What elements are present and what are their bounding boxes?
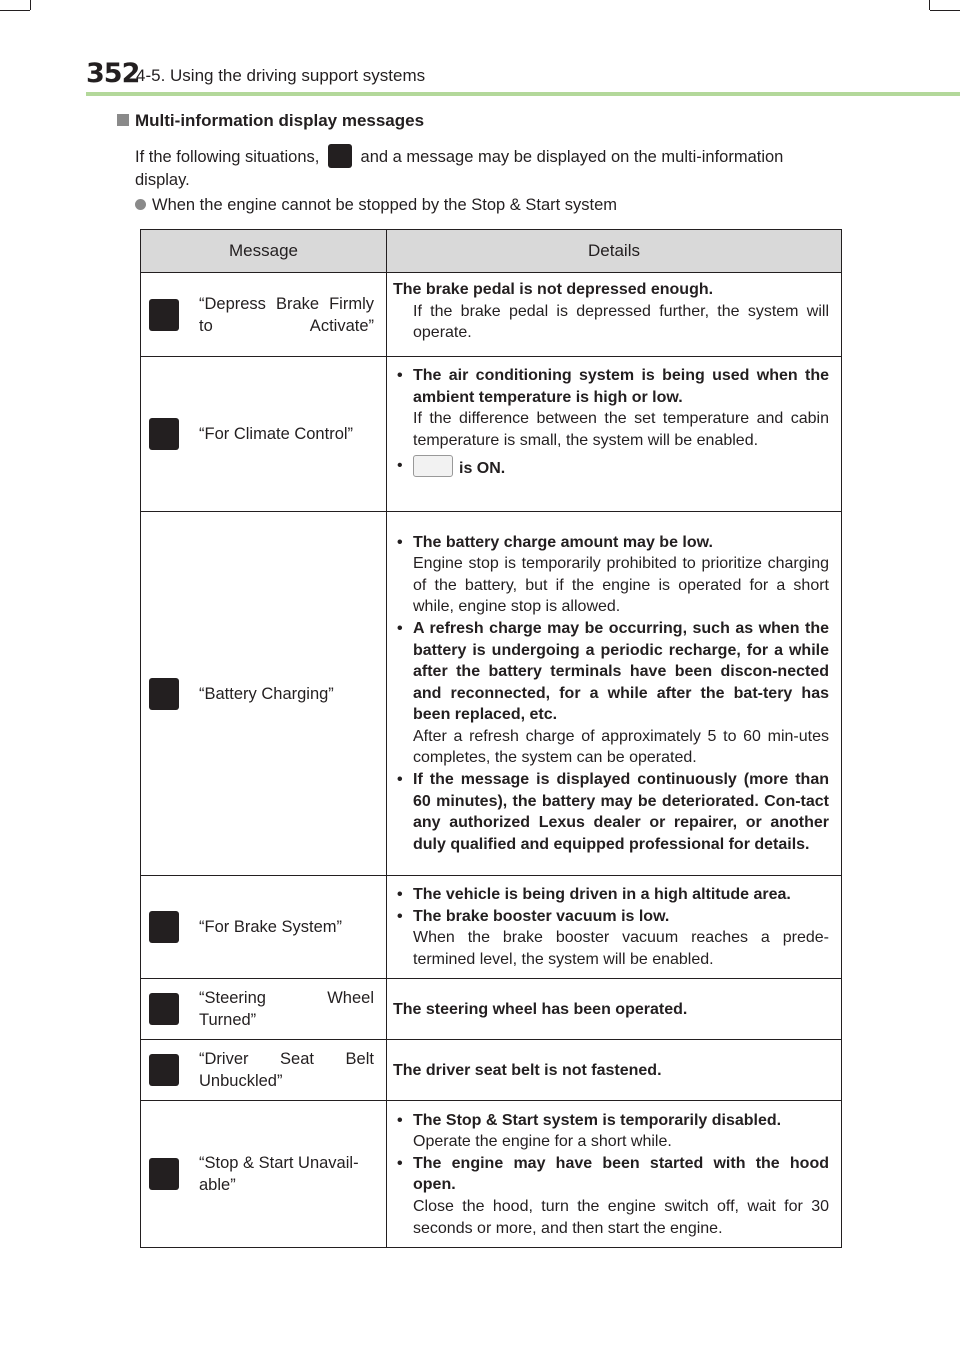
stop-start-indicator-icon bbox=[149, 678, 179, 710]
message-cell: “Stop & Start Unavail-able” bbox=[141, 1101, 387, 1248]
crop-mark bbox=[930, 10, 960, 11]
table-row bbox=[141, 1040, 842, 1101]
crop-mark bbox=[0, 10, 30, 11]
table-row bbox=[141, 357, 842, 512]
header-rule bbox=[86, 92, 960, 96]
message-cell: “Depress Brake Firmly to Activate” bbox=[141, 273, 387, 357]
table-row bbox=[141, 876, 842, 979]
section-title: Multi-information display messages bbox=[117, 111, 424, 131]
details-cell: • The Stop & Start system is temporarily disabled. Operate the engine for a short while. • The engine may have been started with the hood open. Close the hood, turn the engine switch off, wait for 30 seconds or more, and then start the engine. bbox=[387, 1101, 842, 1248]
messages-table bbox=[140, 229, 842, 1248]
page-number: 352 bbox=[86, 58, 140, 89]
column-header-message: Message bbox=[141, 230, 387, 273]
table-row bbox=[141, 512, 842, 876]
stop-start-indicator-icon bbox=[328, 144, 352, 168]
subheading: When the engine cannot be stopped by the Stop & Start system bbox=[135, 196, 617, 215]
details-cell: • The battery charge amount may be low. Engine stop is temporarily prohibited to prioritize charging of the battery, but if the engine is operated for a short while, engine stop is allowed. • A refresh charge may be occurring, such as when the battery is undergoing a periodic recharge, for a while after the battery terminals have been discon-nected and reconnected, for a while after the bat-tery has been replaced, etc. After a refresh charge of approximately 5 to 60 min-utes completes, the system can be operated. • If the message is displayed continuously (more than 60 minutes), the battery may be deteriorated. Con-tact any authorized Lexus dealer or repairer, or another duly qualified and equipped professional for details. bbox=[387, 512, 842, 876]
square-bullet-icon bbox=[117, 114, 129, 126]
details-cell: The driver seat belt is not fastened. bbox=[387, 1040, 842, 1101]
message-cell: “For Climate Control” bbox=[141, 357, 387, 512]
column-header-details: Details bbox=[387, 230, 842, 273]
crop-mark bbox=[30, 0, 31, 10]
table-row bbox=[141, 1101, 842, 1248]
message-cell: “For Brake System” bbox=[141, 876, 387, 979]
table-row bbox=[141, 979, 842, 1040]
stop-start-indicator-icon bbox=[149, 993, 179, 1025]
circle-bullet-icon bbox=[135, 199, 146, 210]
stop-start-indicator-icon bbox=[149, 911, 179, 943]
message-cell: “Battery Charging” bbox=[141, 512, 387, 876]
details-cell: The steering wheel has been operated. bbox=[387, 979, 842, 1040]
message-cell: “Steering Wheel Turned” bbox=[141, 979, 387, 1040]
stop-start-indicator-icon bbox=[149, 299, 179, 331]
stop-start-indicator-icon bbox=[149, 1158, 179, 1190]
page-header bbox=[86, 58, 960, 98]
message-cell: “Driver Seat Belt Unbuckled” bbox=[141, 1040, 387, 1101]
table-header-row bbox=[141, 230, 842, 273]
stop-start-indicator-icon bbox=[149, 1054, 179, 1086]
crop-mark bbox=[929, 0, 930, 10]
stop-start-indicator-icon bbox=[149, 418, 179, 450]
details-cell: • The vehicle is being driven in a high altitude area. • The brake booster vacuum is low. When the brake booster vacuum reaches a prede-termined level, the system will be enabled. bbox=[387, 876, 842, 979]
chapter-title: 4-5. Using the driving support systems bbox=[136, 66, 426, 85]
details-cell: • The air conditioning system is being used when the ambient temperature is high or low. If the difference between the set temperature and cabin temperature is small, the system will be enabled. • is ON. bbox=[387, 357, 842, 512]
table-row bbox=[141, 273, 842, 357]
climate-control-button-icon bbox=[413, 455, 453, 477]
details-cell: The brake pedal is not depressed enough. If the brake pedal is depressed further, the system will operate. bbox=[387, 273, 842, 357]
intro-paragraph: If the following situations, and a message may be displayed on the multi-information display. bbox=[135, 144, 840, 192]
